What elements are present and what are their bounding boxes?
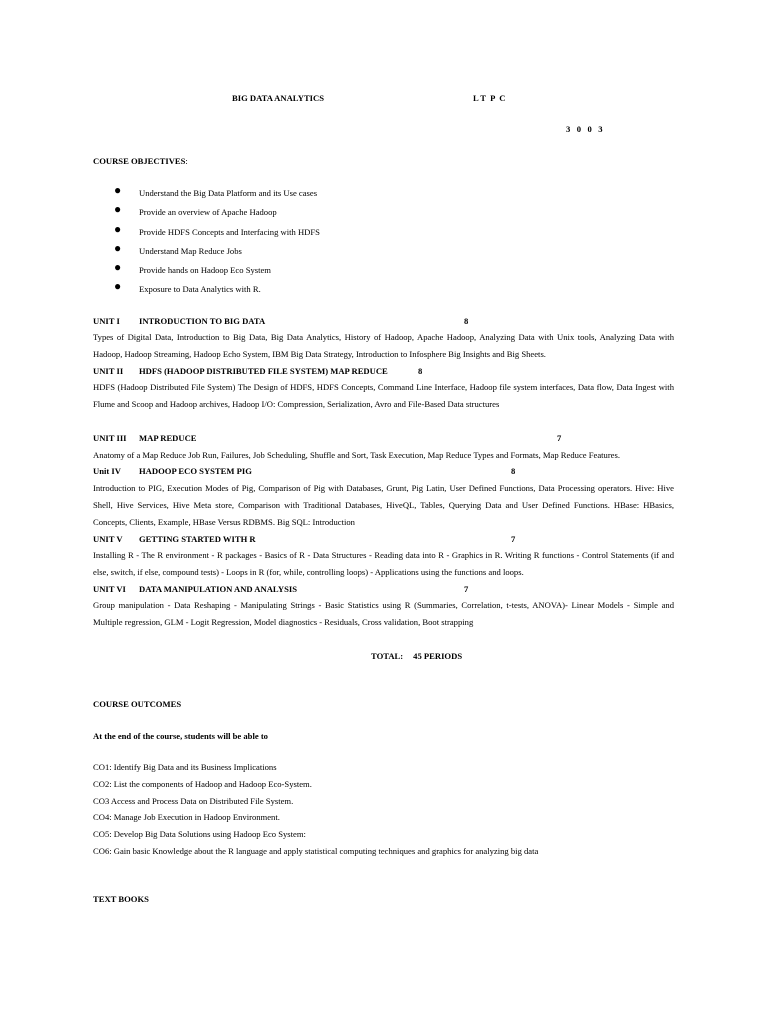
unit-5-content: Installing R - The R environment - R packages - Basics of R - Data Structures - Reading data into R - Graphics in R. Writing R functions - Control Statements (if and else, switch, if else, compound tests) - Loops in R (for, while, controlling loops) - Applications using the functions and loops. <box>93 550 674 577</box>
outcome-item: CO6: Gain basic Knowledge about the R language and apply statistical computing techniques and graphics for analyzing big data <box>93 845 539 856</box>
ltpc-label: L T P C <box>473 93 506 103</box>
unit-hours: 7 <box>464 584 469 594</box>
unit-code: UNIT III <box>93 433 127 443</box>
unit-2-heading <box>93 366 674 376</box>
objective-text: Understand the Big Data Platform and its Use cases <box>139 188 318 198</box>
unit-6-content: Group manipulation - Data Reshaping - Manipulating Strings - Basic Statistics using R (Summaries, Correlation, t-tests, ANOVA)- Linear Models - Simple and Multiple regression, GLM - Logit Regression, Model diagnostics - Residuals, Cross validation, Boot strapping <box>93 600 674 627</box>
unit-hours: 7 <box>511 534 516 544</box>
bullet-icon: ● <box>114 260 122 275</box>
unit-1-content: Types of Digital Data, Introduction to Big Data, Big Data Analytics, History of Hadoop, Apache Hadoop, Analyzing Data with Unix tools, Analyzing Data with Hadoop, Hadoop Streaming, Hadoop Echo System, IBM Big Data Strategy, Introduction to Infosphere Big Insights and Big Sheets. <box>93 332 674 359</box>
unit-code: UNIT V <box>93 534 123 544</box>
unit-5-heading <box>93 534 674 544</box>
objectives-heading-colon: : <box>185 156 188 166</box>
outcome-item: CO3 Access and Process Data on Distributed File System. <box>93 795 294 806</box>
total-label: TOTAL: <box>371 651 404 661</box>
outcome-item: CO2: List the components of Hadoop and Hadoop Eco-System. <box>93 778 312 789</box>
unit-2-content: HDFS (Hadoop Distributed File System) The Design of HDFS, HDFS Concepts, Command Line Interface, Hadoop file system interfaces, Data flow, Data Ingest with Flume and Scoop and Hadoop archives, Hadoop I/O: Compression, Serialization, Avro and File-Based Data structures <box>93 382 674 409</box>
total-periods <box>371 651 462 661</box>
text-books-heading: TEXT BOOKS <box>93 894 149 904</box>
bullet-icon: ● <box>114 202 122 217</box>
bullet-icon: ● <box>114 221 122 236</box>
bullet-icon: ● <box>114 240 122 255</box>
objectives-heading-text: COURSE OBJECTIVES <box>93 156 186 166</box>
unit-title: HDFS (HADOOP DISTRIBUTED FILE SYSTEM) MAP REDUCE <box>139 366 388 376</box>
objective-text: Provide HDFS Concepts and Interfacing with HDFS <box>139 226 320 237</box>
unit-hours: 8 <box>464 316 469 326</box>
unit-4-content: Introduction to PIG, Execution Modes of Pig, Comparison of Pig with Databases, Grunt, Pig Latin, User Defined Functions, Data Processing operators. Hive: Hive Shell, Hive Services, Hive Meta store, Comparison with Traditional Databases, HiveQL, Tables, Querying Data and User Defined Functions. HBase: HBasics, Concepts, Clients, Example, HBase Versus RDBMS. Big SQL: Introduction <box>93 483 674 527</box>
bullet-icon: ● <box>114 279 122 294</box>
unit-code: UNIT II <box>93 366 124 376</box>
outcomes-intro: At the end of the course, students will be able to <box>93 731 268 741</box>
objectives-heading <box>93 156 188 166</box>
objective-text: Provide hands on Hadoop Eco System <box>139 265 271 276</box>
unit-6-heading <box>93 584 674 594</box>
unit-4-heading <box>93 466 674 476</box>
unit-title: INTRODUCTION TO BIG DATA <box>139 316 266 326</box>
outcomes-heading: COURSE OUTCOMES <box>93 699 182 709</box>
outcome-item: CO5: Develop Big Data Solutions using Hadoop Eco System: <box>93 829 306 840</box>
unit-title: HADOOP ECO SYSTEM PIG <box>139 466 252 476</box>
unit-hours: 7 <box>557 433 562 443</box>
bullet-icon: ● <box>114 183 122 197</box>
outcome-item: CO4: Manage Job Execution in Hadoop Environment. <box>93 812 280 823</box>
course-title: BIG DATA ANALYTICS <box>232 93 325 103</box>
objective-text: Exposure to Data Analytics with R. <box>139 284 261 295</box>
unit-hours: 8 <box>511 466 516 476</box>
objective-text: Provide an overview of Apache Hadoop <box>139 207 277 218</box>
unit-title: GETTING STARTED WITH R <box>139 534 256 544</box>
unit-code: UNIT VI <box>93 584 126 594</box>
ltpc-values: 3 0 0 3 <box>566 124 603 134</box>
unit-title: DATA MANIPULATION AND ANALYSIS <box>139 584 297 594</box>
unit-3-heading <box>93 433 674 443</box>
unit-title: MAP REDUCE <box>139 433 197 443</box>
outcome-item: CO1: Identify Big Data and its Business Implications <box>93 762 277 772</box>
unit-3-content: Anatomy of a Map Reduce Job Run, Failures, Job Scheduling, Shuffle and Sort, Task Execution, Map Reduce Types and Formats, Map Reduce Features. <box>93 450 620 460</box>
total-value: 45 PERIODS <box>413 651 463 661</box>
unit-hours: 8 <box>418 366 423 376</box>
unit-code: UNIT I <box>93 316 120 326</box>
unit-code: Unit IV <box>93 466 121 476</box>
unit-1-heading <box>93 316 674 326</box>
objective-text: Understand Map Reduce Jobs <box>139 245 242 256</box>
outcomes-list <box>93 759 538 860</box>
